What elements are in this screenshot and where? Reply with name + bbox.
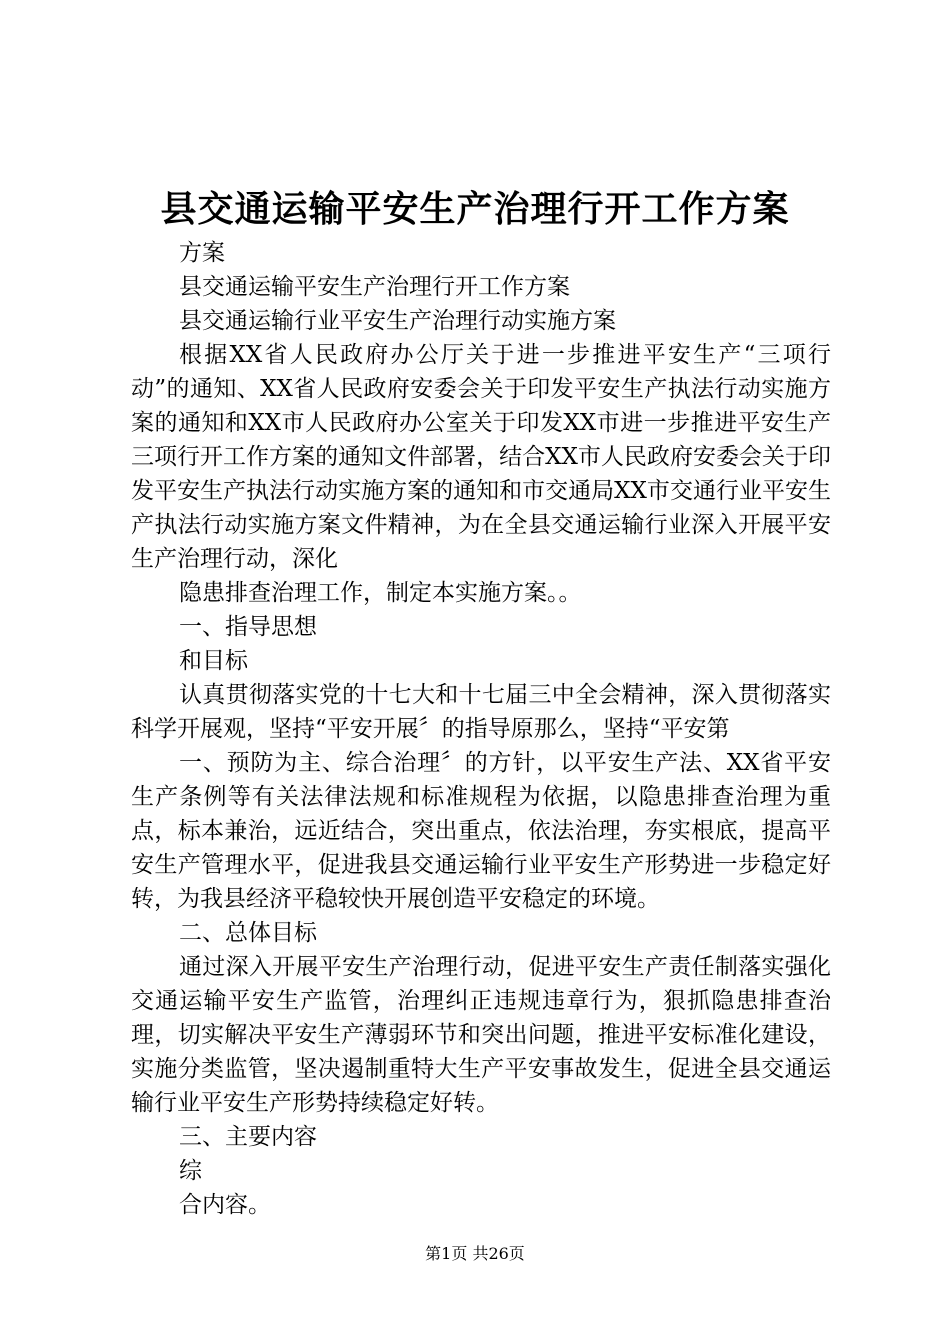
paragraph-7: 和目标	[179, 648, 248, 674]
paragraph-12: 三、主要内容	[179, 1124, 317, 1150]
paragraph-1: 方案	[179, 240, 225, 266]
paragraph-13: 综	[179, 1158, 202, 1184]
document-body	[131, 236, 831, 1222]
paragraph-2: 县交通运输平安生产治理行开工作方案	[179, 274, 570, 300]
paragraph-3: 县交通运输行业平安生产治理行动实施方案	[179, 308, 616, 334]
paragraph-14: 合内容。	[179, 1192, 271, 1218]
paragraph-11: 通过深入开展平安生产治理行动，促进平安生产责任制落实强化交通运输平安生产监管，治理纠正违规违章行为，狠抓隐患排查治理，切实解决平安生产薄弱环节和突出问题，推进平安标准化建设，实施分类监管，坚决遏制重特大生产平安事故发生，促进全县交通运输行业平安生产形势持续稳定好转。	[131, 954, 831, 1116]
paragraph-4: 根据XX省人民政府办公厅关于进一步推进平安生产“三项行动”的通知、XX省人民政府安委会关于印发平安生产执法行动实施方案的通知和XX市人民政府办公室关于印发XX市进一步推进平安生产三项行开工作方案的通知文件部署，结合XX市人民政府安委会关于印发平安生产执法行动实施方案的通知和市交通局XX市交通行业平安生产执法行动实施方案文件精神，为在全县交通运输行业深入开展平安生产治理行动，深化	[131, 342, 831, 572]
paragraph-6: 一、指导思想	[179, 614, 317, 640]
paragraph-8: 认真贯彻落实党的十七大和十七届三中全会精神，深入贯彻落实科学开展观，坚持“平安开展〞的指导原那么，坚持“平安第	[131, 682, 831, 742]
paragraph-10: 二、总体目标	[179, 920, 317, 946]
page-footer: 第1页 共26页	[425, 1244, 525, 1263]
paragraph-9: 一、预防为主、综合治理〞的方针，以平安生产法、XX省平安生产条例等有关法律法规和标准规程为依据，以隐患排查治理为重点，标本兼治，远近结合，突出重点，依法治理，夯实根底，提高平安生产管理水平，促进我县交通运输行业平安生产形势进一步稳定好转，为我县经济平稳较快开展创造平安稳定的环境。	[131, 750, 831, 912]
document-title: 县交通运输平安生产治理行开工作方案	[160, 188, 790, 230]
paragraph-5: 隐患排查治理工作，制定本实施方案。。	[179, 580, 582, 606]
